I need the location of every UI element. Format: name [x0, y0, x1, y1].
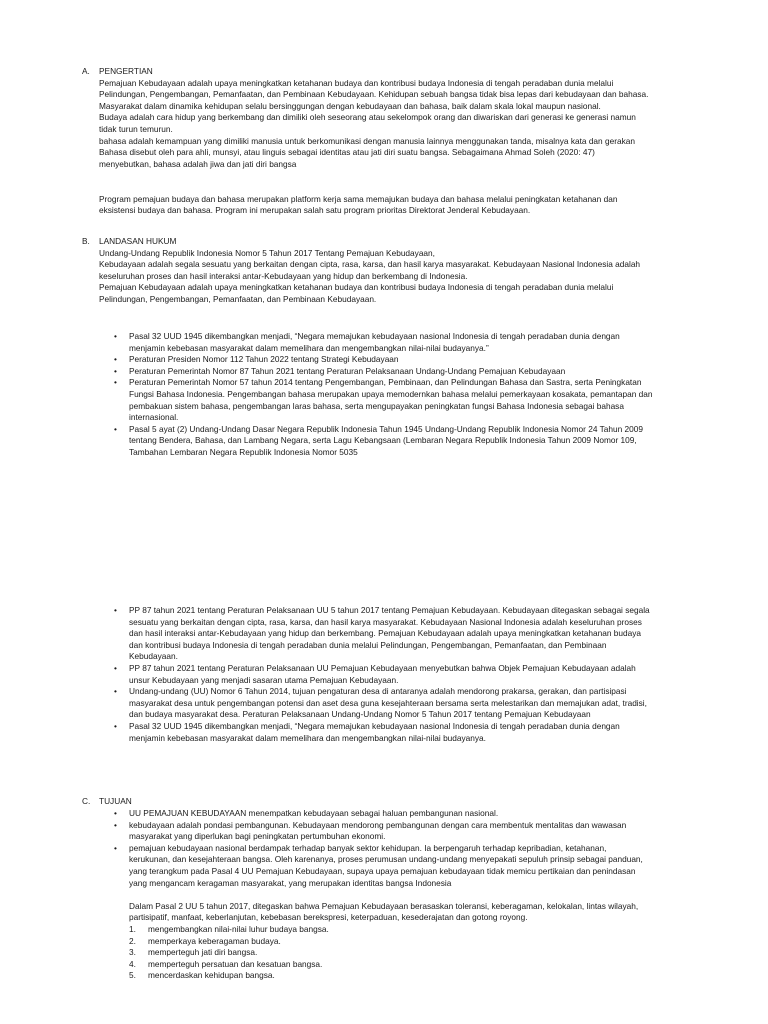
text-line: • Pasal 32 UUD 1945 dikembangkan menjadi, “Negara memajukan kebudayaan nasional Indonesia di tengah peradaban dunia dengan: [129, 331, 620, 341]
text-line: menjamin kebebasan masyarakat dalam memelihara dan mengembangkan nilai-nilai budayanya.: [129, 732, 486, 743]
section-heading: [82, 66, 722, 78]
section-title: TUJUAN: [99, 796, 132, 806]
item-number: 2.: [129, 935, 136, 946]
text-line: menyebutkan, bahasa adalah jiwa dan jati diri bangsa: [99, 158, 297, 169]
text-line: Masyarakat dalam dinamika kehidupan selalu bersinggungan dengan kebudayaan dan bahasa, baik dalam skala lokal maupun nasional.: [99, 100, 601, 111]
text-line: yang mengancam keragaman masyarakat, yang merupakan identitas bangsa Indonesia: [129, 877, 452, 888]
text-line: kerukunan, dan kesejahteraan bangsa. Oleh karenanya, proses perumusan undang-undang menyepakati sepuluh prinsip sebagai panduan,: [129, 854, 643, 865]
text-line: • Pasal 32 UUD 1945 dikembangkan menjadi, “Negara memajukan kebudayaan nasional Indonesia di tengah peradaban dunia dengan: [129, 720, 620, 731]
text-line: Kebudayaan.: [129, 651, 178, 662]
item-text: mengembangkan nilai-nilai luhur budaya bangsa.: [148, 923, 329, 934]
text-line: Tambahan Lembaran Negara Republik Indonesia Nomor 5035: [129, 446, 358, 457]
numbered-item: [129, 936, 714, 948]
section-pengertian: [82, 66, 722, 217]
list-item: [114, 843, 714, 889]
text-line: sesuatu yang berkaitan dengan cipta, rasa, karsa, dan hasil karya masyarakat. Kebudayaan Nasional Indonesia adalah keseluruhan proses: [129, 616, 642, 627]
section-heading: [82, 796, 722, 808]
text-line: Program pemajuan budaya dan bahasa merupakan platform kerja sama memajukan budaya dan bahasa melalui peningkatan ketahanan dan: [99, 193, 618, 204]
text-line: • Undang-undang (UU) Nomor 6 Tahun 2014, tujuan pengaturan desa di antaranya adalah mendorong prakarsa, gerakan, dan partisipasi: [129, 686, 627, 697]
text-line: bahasa adalah kemampuan yang dimiliki manusia untuk berkomunikasi dengan manusia lainnya menggunakan tanda, misalnya kata dan gerakan: [99, 135, 635, 146]
section-title: LANDASAN HUKUM: [99, 236, 177, 246]
list-item: [114, 605, 706, 663]
text-line: Kebudayaan adalah segala sesuatu yang berkaitan dengan cipta, rasa, karsa, dan hasil karya masyarakat. Kebudayaan Nasional Indonesia adalah: [99, 259, 641, 270]
text-line: tidak turun temurun.: [99, 123, 173, 134]
numbered-item: [129, 970, 714, 982]
text-line: pembakuan sistem bahasa, pengembangan laras bahasa, serta mengupayakan peningkatan fungsi Bahasa Indonesia sebagai bahasa: [129, 400, 624, 411]
item-number: 1.: [129, 923, 136, 934]
text-line: • kebudayaan adalah pondasi pembangunan. Kebudayaan mendorong pembangunan dengan cara membentuk mentalitas dan wawasan: [129, 819, 627, 830]
section-title: PENGERTIAN: [99, 66, 153, 76]
text-line: • Pasal 5 ayat (2) Undang-Undang Dasar Negara Republik Indonesia Tahun 1945 Undang-Undang Republik Indonesia Nomor 24 Tahun 2009: [129, 423, 643, 434]
numbered-item: [129, 924, 714, 936]
text-line: masyarakat desa untuk pengembangan potensi dan aset desa guna kesejahteraan bersama serta melestarikan dan memajukan adat, tradisi,: [129, 697, 647, 708]
asas-paragraph: [114, 901, 714, 924]
text-line: tentang Bendera, Bahasa, dan Lambang Negara, serta Lagu Kebangsaan (Lembaran Negara Republik Indonesia Tahun 2009 Nomor 109,: [129, 435, 637, 446]
text-line: • UU PEMAJUAN KEBUDAYAAN menempatkan kebudayaan sebagai haluan pembangunan nasional.: [129, 808, 499, 818]
text-line: Fungsi Bahasa Indonesia. Pengembangan bahasa merupakan upaya memodernkan bahasa melalui pemerkayaan kosakata, pemantapan dan: [129, 388, 653, 399]
section-tujuan: [82, 796, 722, 808]
item-number: 5.: [129, 970, 136, 981]
section-letter: B.: [82, 236, 90, 246]
list-item: [114, 686, 706, 721]
item-text: memperteguh persatuan dan kesatuan bangsa.: [148, 958, 323, 969]
item-number: 4.: [129, 958, 136, 969]
text-line: Pemajuan Kebudayaan adalah upaya meningkatkan ketahanan budaya dan kontribusi budaya Indonesia di tengah peradaban dunia melalui: [99, 77, 614, 88]
text-line: Pelindungan, Pengembangan, Pemanfaatan, dan Pembinaan Kebudayaan.: [99, 293, 377, 304]
tujuan-content: [114, 808, 714, 982]
text-line: eksistensi budaya dan bahasa. Program ini merupakan salah satu program prioritas Direktorat Jenderal Kebudayaan.: [99, 205, 531, 216]
section-heading: [82, 236, 722, 248]
item-text: mencerdaskan kehidupan bangsa.: [148, 970, 275, 981]
section-body: [99, 248, 722, 306]
text-line: keseluruhan proses dan hasil interaksi antar-Kebudayaan yang hidup dan berkembang di Indonesia.: [99, 270, 468, 281]
text-line: unsur Kebudayaan yang menjadi sasaran utama Pemajuan Kebudayaan.: [129, 674, 399, 685]
list-item: [114, 721, 706, 744]
text-line: Pelindungan, Pengembangan, Pemanfaatan, dan Pembinaan Kebudayaan. Kehidupan sebuah bangsa tidak bisa lepas dari kebudayaan dan bahasa.: [99, 89, 649, 100]
text-line: partisipatif, manfaat, keberlanjutan, kebebasan berekspresi, keterpaduan, kesederajatan dan gotong royong.: [129, 912, 528, 923]
text-line: Bahasa disebut oleh para ahli, munsyi, atau linguis sebagai identitas atau jati diri suatu bangsa. Sebagaimana Ahmad Soleh (2020: 47): [99, 147, 595, 158]
list-item: [114, 366, 706, 378]
numbered-item: [129, 959, 714, 971]
section-body: [99, 78, 722, 217]
text-line: • Peraturan Presiden Nomor 112 Tahun 2022 tentang Strategi Kebudayaan: [129, 354, 399, 365]
numbered-list: [129, 924, 714, 982]
list-item: [114, 663, 706, 686]
text-line: • PP 87 tahun 2021 tentang Peraturan Pelaksanaan UU 5 tahun 2017 tentang Pemajuan Kebudayaan. Kebudayaan ditegaskan sebagai segala: [129, 605, 650, 615]
section-letter: A.: [82, 66, 90, 76]
text-line: • PP 87 tahun 2021 tentang Peraturan Pelaksanaan UU Pemajuan Kebudayaan menyebutkan bahwa Objek Pemajuan Kebudayaan adalah: [129, 662, 636, 673]
list-item: [114, 424, 706, 459]
text-line: masyarakat yang diperlukan bagi peningkatan pertumbuhan ekonomi.: [129, 831, 386, 842]
section-landasan-hukum: [82, 236, 722, 306]
item-number: 3.: [129, 947, 136, 958]
text-line: dan budaya masyarakat desa. Peraturan Pelaksanaan Undang-Undang Nomor 5 Tahun 2017 tentang Pemajuan Kebudayaan: [129, 709, 591, 720]
text-line: Budaya adalah cara hidup yang berkembang dan dimiliki oleh seseorang atau sekelompok orang dan diwariskan dari generasi ke generasi namun: [99, 112, 636, 123]
legal-basis-list-1: [114, 331, 706, 459]
text-line: • Peraturan Pemerintah Nomor 87 Tahun 2021 tentang Peraturan Pelaksanaan Undang-Undang Pemajuan Kebudayaan: [129, 365, 566, 376]
text-line: yang terangkum pada Pasal 4 UU Pemajuan Kebudayaan, supaya upaya pemajuan kebudayaan tidak memicu pertikaian dan penindasan: [129, 865, 636, 876]
item-text: memperteguh jati diri bangsa.: [148, 947, 258, 958]
text-line: menjamin kebebasan masyarakat dalam memelihara dan mengembangkan nilai-nilai budayanya.”: [129, 342, 489, 353]
section-letter: C.: [82, 796, 91, 806]
text-line: dan kontribusi budaya Indonesia di tengah peradaban dunia melalui Pelindungan, Pengembangan, Pemanfaatan, dan Pembinaan: [129, 639, 607, 650]
text-line: • Peraturan Pemerintah Nomor 57 tahun 2014 tentang Pengembangan, Pembinaan, dan Pelindungan Bahasa dan Sastra, serta Peningkatan: [129, 377, 642, 388]
text-line: Pemajuan Kebudayaan adalah upaya meningkatkan ketahanan budaya dan kontribusi budaya Indonesia di tengah peradaban dunia melalui: [99, 282, 614, 293]
list-item: [114, 331, 706, 354]
text-line: Dalam Pasal 2 UU 5 tahun 2017, ditegaskan bahwa Pemajuan Kebudayaan berasaskan toleransi, keberagaman, kelokalan, lintas wilayah,: [129, 900, 639, 911]
item-text: memperkaya keberagaman budaya.: [148, 935, 281, 946]
text-line: internasional.: [129, 412, 179, 423]
numbered-item: [129, 947, 714, 959]
list-item: [114, 377, 706, 423]
text-line: dan hasil interaksi antar-Kebudayaan yang hidup dan berkembang. Pemajuan Kebudayaan adalah upaya meningkatkan ketahanan budaya: [129, 628, 642, 639]
text-line: • pemajuan kebudayaan nasional berdampak terhadap banyak sektor kehidupan. Ia berpengaruh terhadap kepribadian, ketahanan,: [129, 842, 607, 853]
list-item: [114, 820, 714, 843]
list-item: [114, 808, 714, 820]
list-item: [114, 354, 706, 366]
text-line: Undang-Undang Republik Indonesia Nomor 5 Tahun 2017 Tentang Pemajuan Kebudayaan,: [99, 247, 435, 258]
legal-basis-list-2: [114, 605, 706, 744]
